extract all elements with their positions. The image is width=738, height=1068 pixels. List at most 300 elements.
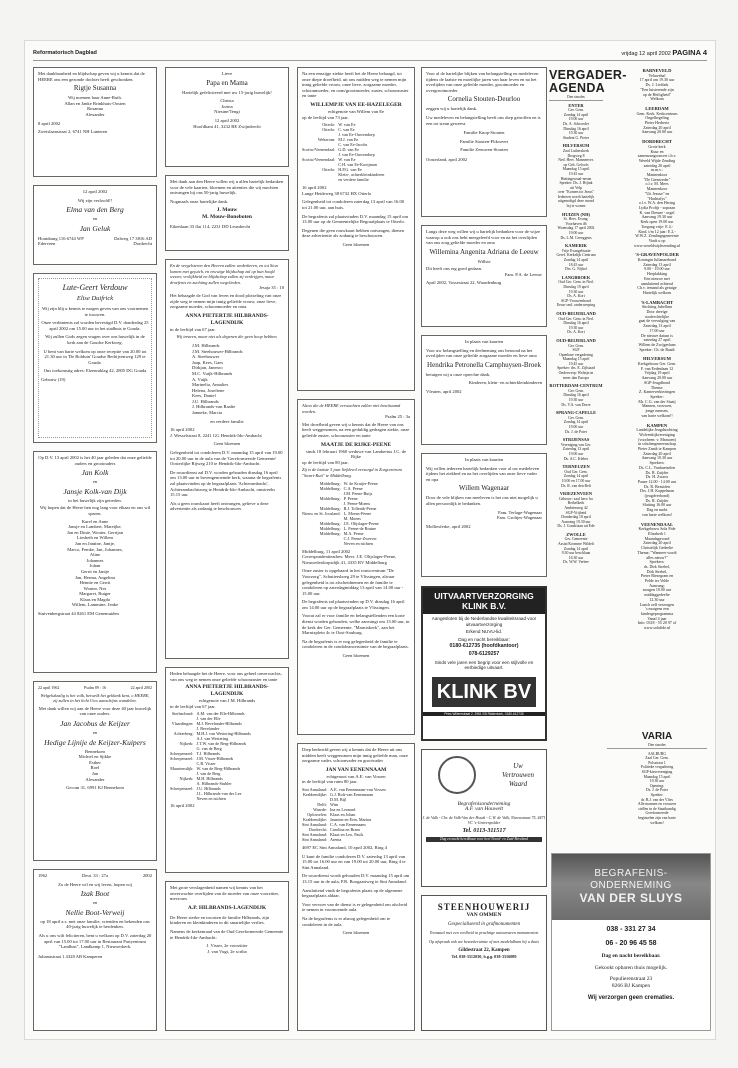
agenda-entry (607, 140, 707, 248)
agenda-line: meer dan Europa (563, 375, 589, 380)
agenda-line: 19.45 uur (568, 171, 584, 176)
agenda-line: aansluitend achteraf (640, 280, 674, 286)
place-cell: Otterlo: (322, 122, 336, 128)
name-cell: J.M. Visser-Hilbrands (196, 756, 234, 762)
agenda-entry (549, 438, 603, 461)
agenda-line: Ds. A. Schroeder (563, 121, 589, 126)
agenda-line: 18.45 uur (568, 262, 584, 267)
engagement-ad: 12 april 2002 Wij zijn verloofd!! Elma van den Berg en Jan Geluk Houtdrang 116 6744 WP Ederveen Dalweg 17 3816 AD Dordrecht (33, 185, 157, 265)
agenda-line: Ds. A. Kort (567, 330, 585, 335)
agenda-line: Vereniging van Ger. (560, 442, 592, 447)
agenda-line: Drogweg 8 (567, 153, 585, 158)
agenda-line: zaterdag 27 april (643, 337, 671, 343)
agenda-line: Ds. R. Bezuiden (643, 483, 671, 489)
agenda-line: Oud Ger. Gem. (564, 469, 588, 474)
agenda-line: Zaterdag 13 april (643, 323, 671, 329)
agenda-line: 19.30 uur (568, 131, 584, 136)
agenda-line: Christelijk Gedeelte (640, 545, 674, 551)
name-cell: A. Hilbrands-Stubler (196, 781, 232, 787)
birth-ad: Met dankbaarheid en blijdschap geven wij u kennis dat de HEERE ons een gezonde dochter heeft geschonken. Rigtje Susanna Wij noemen haar Anne-Ruth. Allan en Janke Brinkhuis-Oosten Rosanna Alexander 8 april 2002 Zwetslaanstraat 2, 6741 NH Lunteren (33, 67, 157, 177)
agenda-line: Ch.v. iemand als getuige (637, 285, 677, 291)
agenda-line: Politieke vergadering (640, 765, 674, 770)
place-cell: Sterbachsnd: (171, 711, 194, 717)
agenda-line: 9.00 - 19.00 uur (644, 266, 670, 272)
agenda-line: o.l.v. M. Mees (645, 181, 669, 187)
agenda-line: (voorheen: v. Mamoen) (638, 436, 676, 442)
agenda-line: Ds. H. Zwarts (645, 474, 669, 480)
name-cell: M.J. van Ee (338, 137, 359, 143)
agenda-line: 19.30 uur (568, 398, 584, 403)
agenda-line: Zondag 14 april (563, 112, 589, 117)
agenda-line: Gem. Kerk. Kerkcentrum (636, 110, 678, 116)
agenda-line: Ds. A. Kort (567, 294, 585, 299)
anniversary-kolk-ad: Op D.V. 13 april 2002 is het 40 jaar geleden dat onze geliefde ouders en grootouders Jan Kolk en Jansje Kolk-van Dijk in het huwelijk zijn getreden. Wij hopen dat de Heere hen nog lang voor elkaar en ons wil sparen. Karel en Anne Jansje en Lambert, Mareijke, Jan en Dinie, Wouter, Gerrijan Liesbeth en Willem Jan en Jantine, Jantje, Marco, Femke, Jan, Johannes, Aline Johannes Johan Gerrit en Jantje Jan, Herma, Angelina Hennie en Gerrit Wouter, Nes Margaret, Rutger Klaas en Magda Willem, Lammine, Jenke Stuivenbergstraat 44 8261 EM Genemuiden (33, 451, 157, 673)
agenda-line: "Hadriafys" (647, 195, 667, 201)
agenda-line: Donderdag 18 april (561, 515, 591, 520)
agenda-line: Drs. J.H. Koppelman (640, 488, 674, 494)
name-cell: H.P.G. van Ee (338, 167, 362, 173)
agenda-line: 19.30 uur (568, 289, 584, 294)
agenda-line: Dinsdag 16 april (563, 393, 589, 398)
agenda-line: Stichting Jubellum (641, 304, 673, 310)
agenda-line: Ds. R. van den Belt (561, 483, 591, 488)
agenda-entry (549, 213, 603, 241)
agenda-line: Pieter Zandt te Kampen (637, 446, 677, 452)
agenda-list (607, 69, 707, 631)
agenda-line: op de Heiligheid" (642, 91, 672, 97)
agenda-line: strafrechtelijke (645, 313, 669, 319)
agenda-line: Oud Ger. Gem. in Ned. (558, 280, 594, 285)
agenda-line: Ds. R. Zuijder (645, 469, 669, 475)
agenda-line: beginselen zijn van harte (638, 815, 676, 820)
agenda-line: Wereld Wijde Zending (638, 157, 676, 163)
agenda-line: Maandagavond (644, 535, 670, 541)
agenda-line: 9.30 uur beschlaan (561, 551, 591, 556)
agenda-line: Woensdag 17 april 2002 (557, 226, 595, 231)
agenda-place: STRIJENSAS (562, 437, 590, 443)
agenda-line: Ger. Gem. (568, 388, 584, 393)
place-cell: Scherpenzeel: (170, 751, 194, 757)
agenda-entry (607, 69, 707, 102)
agenda-line: m.m.v.: (650, 167, 664, 173)
agenda-entry (607, 107, 707, 135)
agenda-line: Ds. L.M. Ceeeggens (560, 235, 592, 240)
name-cell: C. van Ee-Jacobs (338, 142, 368, 148)
place-cell: Wekerom: (317, 137, 336, 143)
agenda-line: Ds. W.W. Verbee (563, 560, 589, 565)
varia-list (607, 752, 707, 826)
place-cell: Scherpenzeel: (170, 786, 194, 792)
agenda-line: SGP (572, 348, 580, 353)
meeting-agenda: VERGADER-AGENDA Den sinodes ENTER Ger. Gem. Zondag 14 april 19.00 uur Ds. A. Schroeder Dinsdag 16 april 19.30 uur Student G. Pieter HILVERSUM Zaal Lutherskerk Drogweg 8 Ned. Herv. Mannenver. op Geb. Geloofs Maandag 15 april 19.45 uur Huttingerzaal-nesen Spreker: Ds. J. Hijink uit Velp over "Komen tot Jezus" Iedereen wordt hartelijk uitgenodigd deze avond bij te wonen HUIZEN (NH) St. Herv. Evang. Voorhaven 46 Woensdag 17 april 2002 19.00 uur Ds. L.M. Ceeeggens KAMERIK Vrije Evangelisatie Geref. Kerkelijk Centrum Zondag 14 april 18.45 uur Drs. G. Nijhof LANGBROEK Oud Ger. Gem. in Ned. Dinsdag 19 april 19.30 uur Ds. A. Kort SGP-Vrouwenbond Eeuw ond. onderwerping OUD-BEIJERLAND Oud Ger. Gem. in Ned. Dinsdag 16 april 19.30 uur Ds. A. Kort OUD-BEIJERLAND Ger. Gem. SGP Openbare vergadering Maandag 15 april 19.45 uur Spreker: drs. E. Zijlstaad Onderwerp: Welzijn in meer dan Europa ROTTERDAM-CENTRUM Ger. Gem. Dinsdag 16 april 19.30 uur Ds. V.A. van Dorre SPRANG-CAPELLE Ger. Gem. Zondag 14 april 19.00 uur Ds. J. de Poter STRIJENSAS Vereniging van Ger. Zaterdag 13 april 19.00 uur Ds. A.C. Kleber TERNEUZEN Oud Ger. Gem. Zondag 14 april 10.00 en 17.00 uur Ds. R. van den Belt VRIEZENVEEN Gebouw: zaal herv. bo Bethelkerk Ambtenweg 42 SGP-Vrijheid Donderdag 18 april Aanvang 19.30 uur Ds. J. Goudriaan uit Ede ZWOLLE Ger. Gemeente Assisi/Kromme Wildelt Zondag 14 april 9.30 uur beschlaan 16.30 uur Ds. W.W. Verbee (549, 68, 627, 565)
agenda-line: Wolvenkijkvereniging (639, 431, 675, 437)
place-cell: Sint Annaland: (302, 831, 328, 837)
agenda-title: VERGADER-AGENDA (549, 68, 627, 95)
name-cell: J.M. Peene-Buijs (343, 490, 373, 496)
agenda-line: Ger. Gem. (568, 343, 584, 348)
name-cell: M.H. Hilbrands (196, 776, 223, 782)
place-cell: Sint Annaland: (302, 786, 328, 792)
agenda-line: Koningin Julianarebond (637, 257, 677, 263)
name-cell: M.A. Peene (343, 530, 364, 536)
place-cell: Achterberg: (173, 731, 194, 737)
thank-you-de-leeuw-ad: Langs deze weg willen wij u hartelijk bedanken voor de wijze waarop u ook ons hebt meegeleefd voor en na het overlijden van ons zorg geliefde moeder en oma Willemina Angenita Adriana de Leeuw Willsie Dit heeft ons erg goed gedaan. Fam. P.A. de Leeuw April 2002, Vossestraat 22, Waardenburg (421, 225, 547, 327)
agenda-entry (549, 465, 603, 488)
place-cell: Sint Annaland: (302, 821, 328, 827)
agenda-line: 19.00 uur (568, 117, 584, 122)
place-cell: Middelburg: (319, 525, 341, 531)
agenda-line: over "Komen tot Jezus" (557, 190, 595, 195)
agenda-line: Vanaf 4 jaar (647, 615, 667, 621)
agenda-line: Geref. Kerkelijk Centrum (556, 253, 596, 258)
name-cell: J. van Ee-Ouwendorp (338, 132, 375, 138)
name-cell: G.J. Bolt-van Eenennaam (330, 791, 374, 797)
agenda-line: Ds. J. de Poter (645, 788, 669, 793)
agenda-place: ROTTERDAM-CENTRUM (549, 383, 603, 389)
family-table (302, 481, 382, 546)
agenda-line: Hartelijk welkom (642, 289, 672, 295)
agenda-line: Sprekers: (649, 559, 665, 565)
agenda-line: www.solafide.nl (643, 625, 671, 631)
place-cell: Middelburg: (319, 505, 341, 511)
place-cell: Oplosselen: (307, 811, 328, 817)
agenda-line: 19.00 uur (568, 231, 584, 236)
name-cell: Klaas en Leo, Pauls (330, 831, 364, 837)
agenda-entry (549, 533, 603, 565)
agenda-place: ENTER (568, 102, 584, 108)
place-cell: Nijkerk: (179, 776, 194, 782)
agenda-line: Spreker: (650, 394, 664, 399)
agenda-line: Pieter Herbertz (644, 120, 670, 126)
agenda-place: LANGBROEK (561, 274, 591, 280)
place-cell: Scherpenzeel: (170, 756, 194, 762)
agenda-line: Ds. J. Lieftink (645, 82, 669, 88)
agenda-entry (549, 339, 603, 380)
name-cell: G. van de Berg (196, 746, 222, 752)
agenda-line: Openbare vergadering (559, 352, 593, 357)
place-cell: Sint Annaland: (302, 836, 328, 842)
name-cell: J.T.W. van de Berg-Hilbrands (196, 741, 247, 747)
agenda-line: Aanvang 10.30 uur (641, 455, 673, 461)
page-header (33, 47, 707, 61)
agenda-place: KAMPEN (646, 422, 668, 428)
name-cell: J. Bevelander (196, 726, 220, 732)
agenda-entry (607, 301, 707, 353)
place-cell: Nieuw en St. Joosland: (302, 510, 341, 516)
agenda-line: Alle mannen en vrouwen (637, 802, 677, 807)
agenda-line: Sprekers: (649, 460, 665, 466)
name-cell: G.D. van Ee (338, 147, 359, 153)
agenda-line: Kerkgebouw Sola Fide (638, 526, 676, 532)
agenda-line: Ger. Gem. (568, 415, 584, 420)
place-cell: Vlaardingen: (171, 721, 194, 727)
agenda-line: Iedereen wordt hartelijk (557, 194, 595, 199)
agenda-line: Kuur en (650, 148, 664, 154)
name-cell: A.M. van der Elle-Hilbrands (196, 711, 245, 717)
agenda-line: Spreker: Ds. J. Hijink (559, 181, 593, 186)
agenda-line: 19.00 uur (568, 425, 584, 429)
agenda-line: Lydia Profijt - sopraan (638, 204, 676, 210)
swirl-logo-icon (438, 756, 476, 794)
wedding-announcement-ad: Lute-Geert Verdouw Elise Duifrick Wij zijn blij u kennis te mogen geven van ons voornemen te trouwen. Onze verbintenis zal worden bevestigd D.V. donderdag 25 april 2002 om 15.00 uur in het stadhuis te Gouda. Wij zullen Gods zegen vragen over ons huwelijk in de kerk aan de Goudse Kerkweg. U bent van harte welkom op onze receptie van 20.00 tot 21.30 uur in 'De Bolduin' Goudse Bedrijvenweg 129 te Gouda. Ons toekomstig adres: Elzenraklag 42, 2805 DG Gouda Gebouw (19) (33, 273, 157, 443)
agenda-line: 19.30 uur (568, 325, 584, 330)
agenda-line: Ds. J. de Poter (564, 429, 588, 434)
funeral-photo: BEGRAFENIS- ONDERNEMING VAN DER SLUYS (552, 854, 710, 920)
place-cell: Scotiw/Veenendaal: (302, 147, 336, 153)
agenda-place: LEERDAM (645, 105, 669, 111)
agenda-line: 17 april om 19.30 uur (639, 77, 675, 83)
agenda-line: Een nieuwe met (644, 275, 670, 281)
agenda-line: Willem de Zwijgerlaan (638, 341, 676, 347)
name-cell: P. Peene (343, 495, 358, 501)
agenda-line: Lunch zelf verzorgen (639, 601, 675, 607)
agenda-line: F. van Eedenlaan 12 (640, 365, 674, 371)
agenda-line: 12.30 uur (649, 596, 665, 602)
agenda-line: Dinsdag 19 april (563, 284, 589, 289)
agenda-line: Zaal Lutherskerk (562, 148, 590, 153)
family-table (170, 711, 254, 801)
name-cell: C.J. Peene-Zwerver (343, 535, 377, 541)
agenda-line: 10.00 en 17.00 uur (561, 478, 591, 483)
agenda-entry (607, 424, 707, 518)
agenda-line: Mannenkoor (646, 172, 668, 178)
name-cell: Carolina en Bram (330, 826, 360, 832)
family-table (302, 787, 389, 842)
agenda-line: Zondag 14 april (563, 474, 589, 479)
place-cell: Middelburg: (319, 520, 341, 526)
agenda-line: Herplakking (647, 271, 667, 277)
agenda-line: "Een luisterende zijn (640, 86, 674, 92)
thank-you-mouw-ad: Met dank aan den Heere willen wij u allen hartelijk bedanken voor de vele kaarten, bloemen en attenties die wij mochten ontvangen bij ons 50-jarig huwelijk. Nogmaals onze hartelijke dank. J. Mouw M. Mouw-Boneboten Eikenlaan 33 flat 114, 2231 DD Leusdrecht (165, 175, 289, 251)
agenda-line: Huttingerzaal-nesen (560, 176, 592, 181)
place-cell: Middelburg: (319, 480, 341, 486)
place-cell: Waarde: (313, 806, 328, 812)
agenda-line: in scholengemeenschap (638, 441, 676, 447)
agenda-place: 'S-GRAVENPOLDER (635, 252, 679, 258)
agenda-entry (549, 492, 603, 529)
steenhouwerij-ad: STEENHOUWERIJ VAN OMMEN Gespecialiseerd in grafmonumenten Toonzaal met een veelheid in prachtige natuursteen monumenten Op afspraak ook uw bezoekeruimte of met modelalbum bij u thuis Gildestraat 22, Kampen Tel. 038-3312030, b.g.g. 038-3316089 (421, 895, 547, 1031)
agenda-line: 's morgens een (645, 606, 669, 612)
agenda-place: HILVERSUM (643, 356, 671, 362)
agenda-line: gaat de vervulging van (638, 318, 676, 324)
name-cell: C.A. Peene (343, 485, 363, 491)
agenda-line: Z. Kamerverkiezingen (639, 389, 675, 395)
name-cell: R.J. Tollenik-Peene (343, 505, 377, 511)
name-cell: Neven en nichten (343, 540, 373, 546)
place-cell: Otterlo: (322, 127, 336, 133)
agenda-place: OUD-BEIJERLAND (556, 337, 596, 343)
agenda-line: Voorhaven 46 (565, 221, 587, 226)
agenda-line: Gereformeerde (645, 811, 669, 816)
congratulations-ad: Lieve Papa en Mama Hartelijk gefeliciteerd met uw 15-jarig huwelijk! Christa Jorina Niesine/Tengi 12 april 2002 Hoofdkant 41, 3232 BE Zwijndrecht (165, 67, 289, 167)
name-cell: J.U. Hilbrands (196, 786, 221, 792)
thank-you-stouten-ad: Voor al de hartelijke blijken van belangstelling en medeleven tijdens de laatste en moeilijke jaren van haar leven en na het overlijden van onze geliefde moeder, grootmoeder en overgrootmoeder Cornelia Stouten-Deurloo zeggen wij u hartelijk dank. Uw medeleven en belangstelling heeft ons diep getroffen en is een tot steun geweest. Familie Knop-Stouten Familie Stouten-Flikweert Familie Zeeuwen-Stouten Oosterland, april 2002 (421, 67, 547, 217)
agenda-line: Mannen, vrouwen, (641, 403, 673, 409)
newspaper-page (24, 40, 716, 1040)
agenda-line: samenzangconcert i.h.v. (637, 153, 677, 159)
agenda-line: Thema: "Wanneer wordt (637, 549, 677, 555)
place-cell (302, 541, 344, 546)
agenda-entry (549, 276, 603, 308)
agenda-entry (549, 384, 603, 407)
agenda-line: bij te wonen (566, 204, 586, 209)
agenda-line: SGP-kiesvereniging (641, 769, 673, 774)
agenda-line: Maandag 15 april (643, 774, 671, 779)
agenda-entry (549, 411, 603, 434)
agenda-line: jonge mensen, (645, 408, 669, 414)
agenda-line: Maandag 15 april (562, 357, 590, 362)
family-table (302, 122, 387, 182)
name-cell: Wim (330, 801, 339, 807)
family-row (302, 177, 387, 182)
agenda-line: Ned. Herv. Mannenver. (558, 158, 594, 163)
family-row (170, 796, 254, 801)
agenda-line: Mannenkoor (646, 186, 668, 192)
agenda-line: SGP-Jeugdbond (643, 379, 670, 385)
van-der-sluys-funeral-ad: BEGRAFENIS- ONDERNEMING VAN DER SLUYS 038 - 331 27 34 06 - 20 96 45 58 Dag en nacht bereikbaar. Gekookt opbaren thuis mogelijk. Populierenstraat 23 8266 BJ Kampen Wij verzorgen geen crematies. (551, 853, 711, 1031)
agenda-line: Thema: (650, 384, 664, 390)
agenda-line: 19.30 uur (649, 779, 665, 784)
agenda-line: www.wereldwijdezending.nl (634, 242, 680, 248)
meeting-agenda-continued (607, 69, 707, 636)
varia-section: VARIA Den sinodes AALBURG Zaal Ger. Gem. Polsstraat 1 Politieke vergadering SGP-kiesvereniging Maandag 15 april 19.30 uur Opening: Ds. J. de Poter Spreker: dr. B.J. van der Vlies Alle mannen en vrouwen stellen in de Staatkundig Gereformeerde beginselen zijn van harte welkom! (607, 731, 707, 825)
agenda-line: welkom! (650, 820, 664, 825)
name-cell: J. van der Elle (196, 716, 221, 722)
agenda-line: Ds. R. Zuijder (645, 497, 669, 503)
agenda-place: ZWOLLE (566, 531, 586, 537)
agenda-line: stellen in de Staatkundig (638, 806, 676, 811)
agenda-line: Info: 0318 - 55 20 97 of (637, 620, 677, 626)
agenda-line: middaggedeelte (644, 592, 670, 598)
thank-you-camphuysen-ad: In plaats van kaarten Voor uw belangstelling en deelneming ons betoond na het overlijden van onze geliefde zorgzame moeder en lieve oma Hendrika Petronella Camphuysen-Broek betuigen wij u onze oprechte dank. Kinderen, klein- en achterkleinkinderen Vleuten, april 2002 (421, 335, 547, 445)
place-cell: Middelburg: (319, 495, 341, 501)
name-cell: Jasmine en Erin, Marion (330, 816, 372, 822)
agenda-line: Vindt u op (648, 237, 666, 243)
obituary-hilbrands-family-ad: Heden behaagde het de Heere, voor ons geheel onverwachts, van ons weg te nemen onze geliefde schoonzuster en tante ANNA PIETERTJE HILBRANDS-LAGENDIJK echtgenote van J.M. Hilbrands in de leeftijd van 67 jaar. Sterbachsnd: A.M. van der Elle-Hilbrands J. van der Elle Vlaardingen: M.J. Bevelander-Hilbrands J. Bevelander Achterberg: M.H.J. van Westering-Hilbrands A.J. van Westering Nijkerk: J.T.W. van de Berg-Hilbrands G. van de Berg Scherpenzeel: T.J. Hilbrands Scherpenzeel: J.M. Visser-Hilbrands C.B. Visser Maartensdijk: W. van de Berg-Hilbrands J. van de Berg Nijkerk: M.H. Hilbrands A. Hilbrands-Stubler Scherpenzeel: J.U. Hilbrands J.L. Hilbrands-van der Lee Neven en nichten 16 april 2002 (165, 667, 289, 873)
agenda-line: alles nieuw?" (646, 554, 668, 560)
agenda-line: Onderwerp: Welzijn in (558, 371, 594, 376)
place-cell: Dordrecht: (308, 826, 328, 832)
agenda-place: 'S-LAMBACHT (640, 299, 674, 305)
agenda-place: SPRANG-CAPELLE (555, 410, 597, 416)
name-cell: C.B. Visser (196, 761, 216, 767)
name-cell: D.M. Bijl (330, 796, 347, 802)
agenda-line: Spreker: Ch. de Raadt (639, 346, 675, 352)
agenda-place: BARNEVELD (642, 68, 672, 73)
agenda-place: OUD-BEIJERLAND (556, 310, 596, 316)
place-cell: Nijkerk: (179, 741, 194, 747)
agenda-line: van harte welkom! (642, 511, 672, 517)
klink-funeral-ad: UITVAARTVERZORGING KLINK B.V. Aangesloten bij de Nederlandse kwaliteitsraad voor uitvaartverzorging Erkend NUVU-lid. Dag en nacht bereikbaar: 0180-612735 (hoofdkantoor) 078-6129257 Sinds vele jaren een begrip voor een stijlvolle en eerbiedige uitvaart. KLINK BV Prins Willemstraat 2, 2981 EB Ridderkerk, 0180-612735 (421, 586, 547, 741)
agenda-line: Bethelkerk (567, 501, 585, 506)
name-cell: M.H.J. van Westering-Hilbrands (196, 731, 251, 737)
agenda-line: Door dreeige (646, 309, 668, 315)
agenda-line: St. Herv. Evang. (563, 217, 589, 222)
anniversary-keijzer-ad: 22 april 1962 Psalm 89 : 16 22 april 2002 Welgelukzalig is het volk, hetwelk het geklank kent, o HEERE, zij zullen in het licht Uws aanschijns wandelen. Met dank willen wij aan de Heere voor deze 40 jaar huwelijk van onze ouders. Jan Jacobus de Keijzer en Hedige Lijnije de Keijzer-Kuipers Bennekom Michiel en Sjikke Esther Roel Jan Alexander Gecom 31, 6991 KJ Bennekom (33, 681, 157, 861)
place-cell: Maartensdijk: (170, 766, 194, 772)
agenda-line: W.W.Z. Zendingsgemeente (635, 233, 679, 239)
agenda-list (549, 104, 603, 565)
agenda-line: Assisi/Kromme Wildelt (558, 542, 594, 547)
name-cell: Neven en nichten (196, 796, 226, 802)
agenda-line: kindergeprogramma (640, 610, 674, 616)
agenda-line: Ger. Gemeente (564, 537, 588, 542)
name-cell: J.E. Olijslager-Peene (343, 520, 379, 526)
agenda-line: Oud Ger. Gem. in Ned. (558, 316, 594, 321)
agenda-line: van harte welkom!! (641, 412, 673, 418)
agenda-line: De nieuwe datum is (641, 332, 673, 338)
agenda-entry (549, 312, 603, 335)
agenda-line: Student G. Pieter (562, 135, 590, 140)
agenda-place: HUIZEN (NH) (562, 211, 590, 217)
agenda-entry (607, 523, 707, 631)
agenda-line: Ds. C.L. Vanhueizelen (638, 464, 676, 470)
agenda-line: Pieter Biesegram en (640, 573, 674, 579)
place-cell: Krabbendijke: (303, 816, 328, 822)
agenda-line: Kind. t/m 12 jaar: E 2,- (638, 228, 676, 234)
agenda-line: Zondag 14 april (563, 420, 589, 425)
name-cell: C. van Ee (338, 127, 355, 133)
page-date: vrijdag 12 april 2002 PAGINA 4 (621, 48, 707, 57)
name-cell: W. van de Berg-Hilbrands (196, 766, 241, 772)
agenda-line: Aanvang: (649, 582, 665, 588)
obituary-hilbrands-ad: En de vergelsteren den Heeren zullen wederkeren, en tot Sion komen met gejuich, en eeuwige blijdschap zal op hun hoofd wezen; vrolijkheid en blijdschap zullen zij verkrijgen, maar droefenis en zuchting zullen wegvlieden. Jesaja 35 : 10 Het behaagde de God van leven en dood plotseling van onze zijde weg te nemen mijn innig geliefde vrouw, onze lieve, zorgzame moeder, schoonmoeder en oma. ANNA PIETERTJE HILBRANDS-LAGENDIJK in de leeftijd van 67 jaar. Wij treuren, maar niet als degenen die geen hoop hebben. J.M. Hilbrands J.M. Steehouwer-Hilbrands A. Steehouwer Jaap, Kees, Gaes Dirkjan, Janeroo M.C. Vuijk-Hilbrands A. Vuijk Marinelia, Annalies Helena, Josefiene Kees, Daniel J.U. Hilbrands J. Hilbrands-van Raalte Janneke, Marcia en verdere familie 16 april 2002 J. Wesselstraat 8, 2241 GG Hendrik-Ido-Ambacht Geen bloemen Gelegenheid tot condoleren D.V. maandag 15 april van 19.00 tot 20.00 uur in de aula van de 'Gereformeerde Gemeente' Oosterlijke Rijweg 210 te Hendrik-Ido-Ambacht. De rouwdienst zal D.V. worden gehouden dinsdag 16 april om 13.00 uur in bovengenoemde kerk, waarna de begrafenis zal plaatsvinden op de begraafplaats 'Achterambacht', Achterambachtsweg te Hendrik-Ido-Ambacht, omstreeks 15.15 uur. Als u geen rouwkaart heeft ontvangen, gelieve u deze advertentie als zodanig te beschouwen. (165, 259, 289, 659)
place-cell: Krabbendijke: (303, 791, 328, 797)
name-cell: A.E. van Eenennaam-van Vossen (330, 786, 386, 792)
agenda-line: Ds. A.C. Kleber (563, 456, 589, 461)
name-cell: M.J. Bevelander-Hilbrands (196, 721, 242, 727)
agenda-line: (jeugdverbond) (644, 493, 670, 499)
agenda-line: Ambtenweg 42 (564, 505, 588, 510)
place-cell: Middelburg: (319, 485, 341, 491)
agenda-line: ds. Dirk Strebel, (643, 563, 671, 569)
anniversary-boot-ad: 1962 Deut. 33 : 27a 2002 Zo de Heere wil en wij leven, hopen wij Izak Boot en Nellie Boot-Verweij op 18 april a.s. met onze familie, vrienden en bekenden ons 40-jarig huwelijk te herdenken. Als u ons wilt feliciteren, bent u welkom op D.V. zaterdag 20 april van 15.00 tot 17.00 uur in Restaurant Partyentrum "Landlust", Landkamp 1, Nieuwerkerk. Julianastraat 1 4328 AB Kamperen (33, 869, 157, 1031)
obituary-van-eenennaam-ad: Diep bedroefd geven wij u kennis dat de Heere uit ons midden heeft weggenomen mijn innig geliefde man, onze zorgzame vader, schoonvader en grootvader JAN VAN EENENNAAM echtgenoot van A.E. van Vossen in de leeftijd van ruim 80 jaar. Sint Annaland: A.E. van Eenennaam-van Vossen Krabbendijke: G.J. Bolt-van Eenennaam D.M. Bijl Delft: Wim Waarde: Ina en Leonard Oplosselen: Klaas en Johan Krabbendijke: Jasmine en Erin, Marion Sint Annaland: C.A. van Eenennaam Dordrecht: Carolina en Bram Sint Annaland: Klaas en Leo, Pauls Sint Annaland: Arenta 4697 EC Sint Annaland, 10 april 2002, Ring 4 U kunt de familie condoleren D.V. zaterdag 13 april van 15.00 tot 16.00 uur en van 19.00 tot 20.00 uur, Ring 4 te Sint Annaland. De rouwdienst wordt gehouden D.V. maandag 15 april om 13.15 uur in de aula, P.R. Boogaartweg te Sint Annaland. Aansluitend vindt de begrafenis plaats op de algemene begraafplaats aldaar. Voor vervoer van de dienst is er gelegenheid om afscheid te nemen in voornoemde aula. Na de begrafenis is er alsnog gelegenheid om te condoleren in de aula. Geen bloemen (297, 743, 415, 1031)
agenda-place: KAMERIK (565, 243, 587, 249)
name-cell: J. van de Berg (196, 771, 221, 777)
agenda-line: SGP-Vrijheid (565, 510, 587, 515)
place-cell: Otterlo: (322, 167, 336, 173)
name-cell: C.H. van Ee-Kooijman (338, 162, 377, 168)
agenda-line: Ds. J. Goudriaan uit Ede (557, 524, 595, 529)
place-cell (170, 796, 196, 801)
place-cell: Delft: (317, 801, 328, 807)
agenda-entry (549, 144, 603, 208)
name-cell: L. Peene-de Bruine (343, 525, 377, 531)
agenda-line: Opening: (649, 783, 665, 788)
agenda-line: Aanvang 20.00 uur (641, 375, 673, 381)
agenda-line: Zaterdag 20 april (643, 540, 671, 546)
agenda-line: Mr. C.G. van der Staaij (638, 398, 676, 404)
place-cell: Scotiw/Veenendaal: (302, 157, 336, 163)
klink-logo: KLINK BV (432, 677, 536, 707)
agenda-line: Dag en nacht (646, 507, 668, 513)
name-cell: T.J. Hilbrands (196, 751, 221, 757)
agenda-line: Kerk open 19.00 uur (640, 219, 674, 225)
agenda-line: morgen 10.00 uur (642, 587, 672, 593)
family-row (302, 541, 382, 546)
agenda-line: 16.30 uur (568, 555, 584, 560)
agenda-line: Landelijke Jeugdstichting (636, 427, 678, 433)
agenda-line: Kerkgebouw Ger. Gem. (637, 361, 677, 367)
agenda-line: Zaterdag 13 april (643, 261, 671, 267)
name-cell: J.L. Hilbrands-van der Lee (196, 791, 242, 797)
agenda-line: uitgenodigd deze avond (557, 199, 595, 204)
name-cell: Arenta (330, 836, 342, 842)
agenda-line: Pelde ter Velde (644, 578, 670, 584)
agenda-line: uit Velp (570, 185, 582, 190)
name-cell: W. van Ee (338, 157, 356, 163)
